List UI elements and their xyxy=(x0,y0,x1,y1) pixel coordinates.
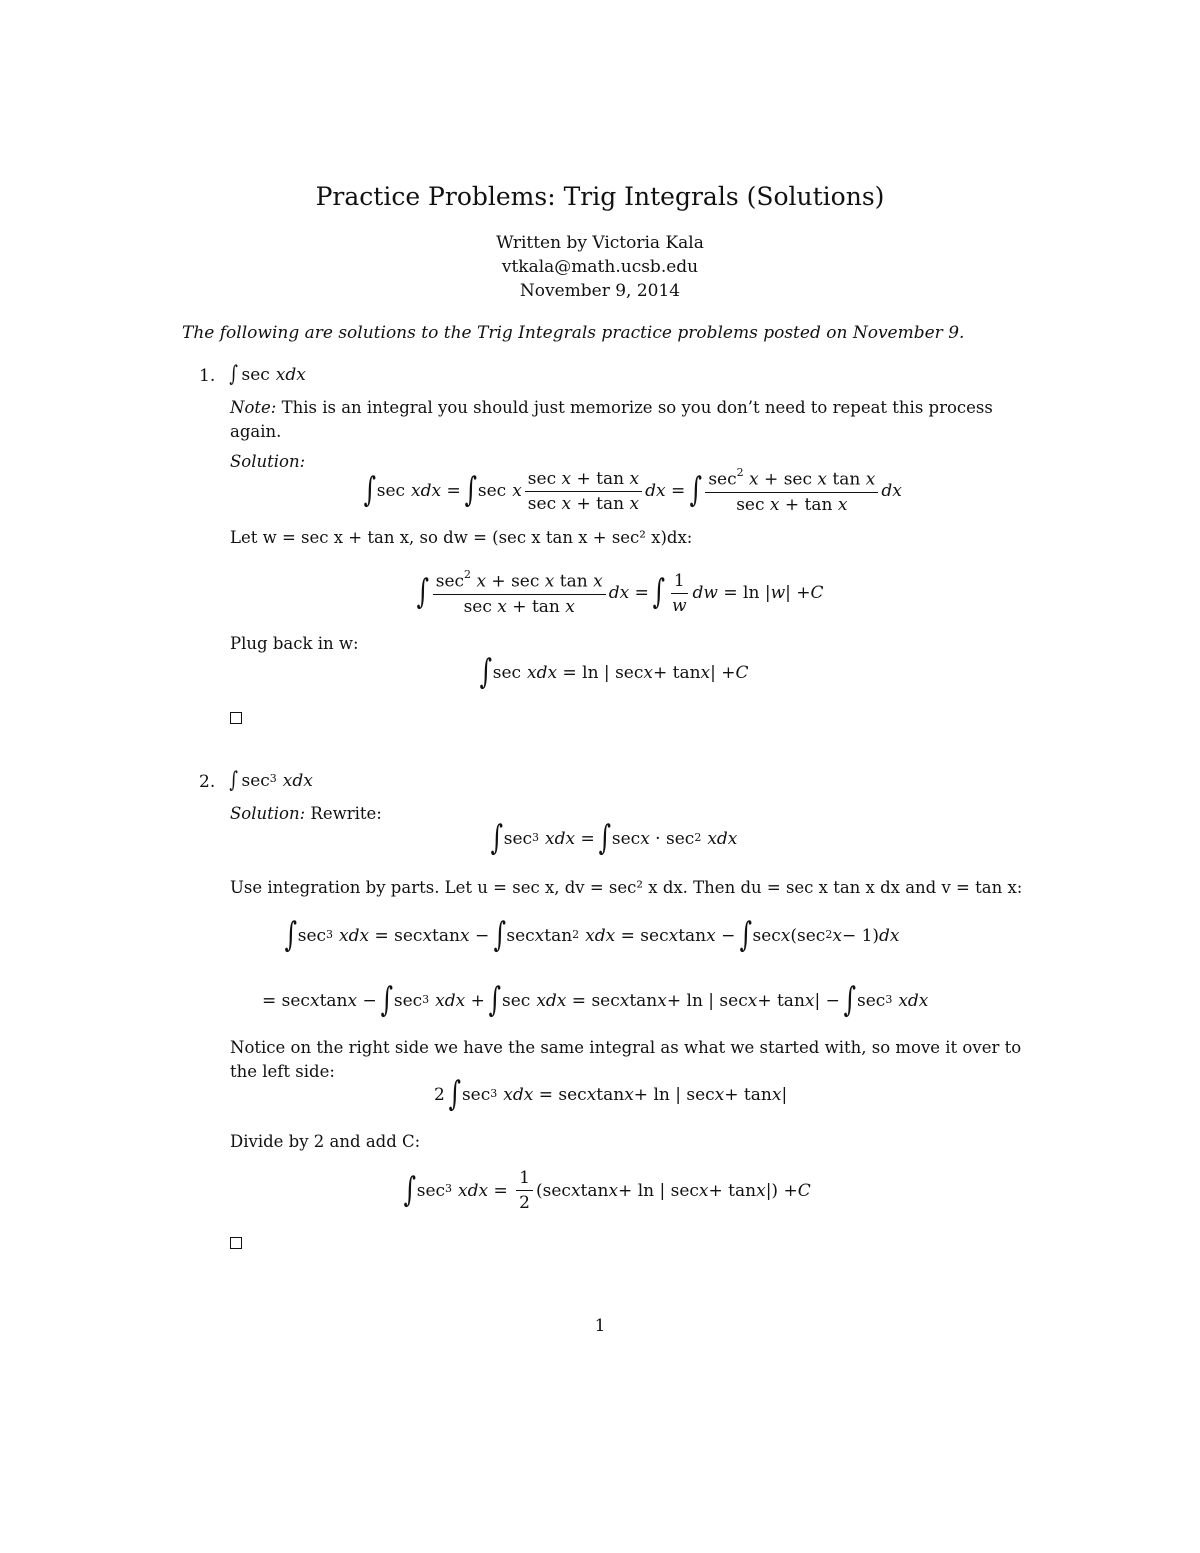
problem-2-equation-2: ∫ sec $^3$ xdx = sec x tan x − ∫ sec x tan $^2$ xdx = sec x tan x − ∫ sec x (sec $^2$ x − 1) dx xyxy=(284,915,900,955)
note-label: Note: xyxy=(230,398,277,417)
page-title: Practice Problems: Trig Integrals (Solutions) xyxy=(315,182,885,211)
problem-1-equation-1: ∫ sec xdx = ∫ sec x $\frac{\text{sec x + tan x}}{\text{sec x + tan x}}$ dx = ∫ $\frac{\sec^2 x + \sec x \tan x}{\text{sec x + tan x}}$ dx xyxy=(363,466,902,515)
problem-1-statement: ∫ sec xdx xyxy=(229,362,306,387)
date: November 9, 2014 xyxy=(519,281,681,301)
problem-2-equation-3: = sec x tan x − ∫ sec $^3$ xdx + ∫ sec xdx = sec x tan x + ln | sec x + tan x | − ∫ sec $^3$ xdx xyxy=(262,980,929,1020)
problem-1-let-text: Let w = sec x + tan x, so dw = (sec x tan x + sec² x)dx: xyxy=(230,528,693,547)
problem-2-equation-5: ∫ sec $^3$ xdx = $\frac{1}{2}$ (sec x tan x + ln | sec x + tan x |) + C xyxy=(403,1168,811,1213)
problem-2-notice-text: Notice on the right side we have the same integral as what we started with, so move it over to the left side: xyxy=(230,1038,1022,1081)
problem-1-number: 1. xyxy=(199,366,216,386)
problem-2-equation-4: 2 ∫ sec $^3$ xdx = sec x tan x + ln | sec x + tan x | xyxy=(434,1074,788,1114)
problem-1-plug-text: Plug back in w: xyxy=(230,634,359,653)
problem-2-solution-line xyxy=(230,804,382,823)
email: vtkala@math.ucsb.edu xyxy=(501,257,699,277)
solution-label: Solution: xyxy=(230,804,306,823)
intro-text: The following are solutions to the Trig Integrals practice problems posted on November 9. xyxy=(182,323,965,343)
problem-1-note xyxy=(230,396,1022,444)
page-number: 1 xyxy=(594,1316,606,1336)
problem-2-number: 2. xyxy=(199,772,216,792)
problem-1-equation-2: ∫ $\frac{\sec^2 x + \sec x \tan x}{\text{sec x + tan x}}$ dx = ∫ $\frac{1}{w}$ dw = ln | w | + C xyxy=(416,568,824,617)
problem-2-equation-1: ∫ sec $^3$ xdx = ∫ sec x · sec $^2$ xdx xyxy=(490,818,738,858)
qed-box xyxy=(230,712,242,724)
problem-2-parts-text: Use integration by parts. Let u = sec x, dv = sec² x dx. Then du = sec x tan x dx and v = tan x: xyxy=(230,878,1023,897)
problem-2-divide-text: Divide by 2 and add C: xyxy=(230,1132,421,1151)
qed-box xyxy=(230,1237,242,1249)
note-text: This is an integral you should just memorize so you don’t need to repeat this process again. xyxy=(230,398,993,441)
problem-2-statement: ∫ sec $^3$ xdx xyxy=(229,768,313,793)
author: Written by Victoria Kala xyxy=(496,233,704,253)
rewrite-text: Rewrite: xyxy=(310,804,382,823)
problem-1-solution-label: Solution: xyxy=(230,452,306,471)
problem-1-equation-3: ∫ sec xdx = ln | sec x + tan x | + C xyxy=(479,652,749,692)
